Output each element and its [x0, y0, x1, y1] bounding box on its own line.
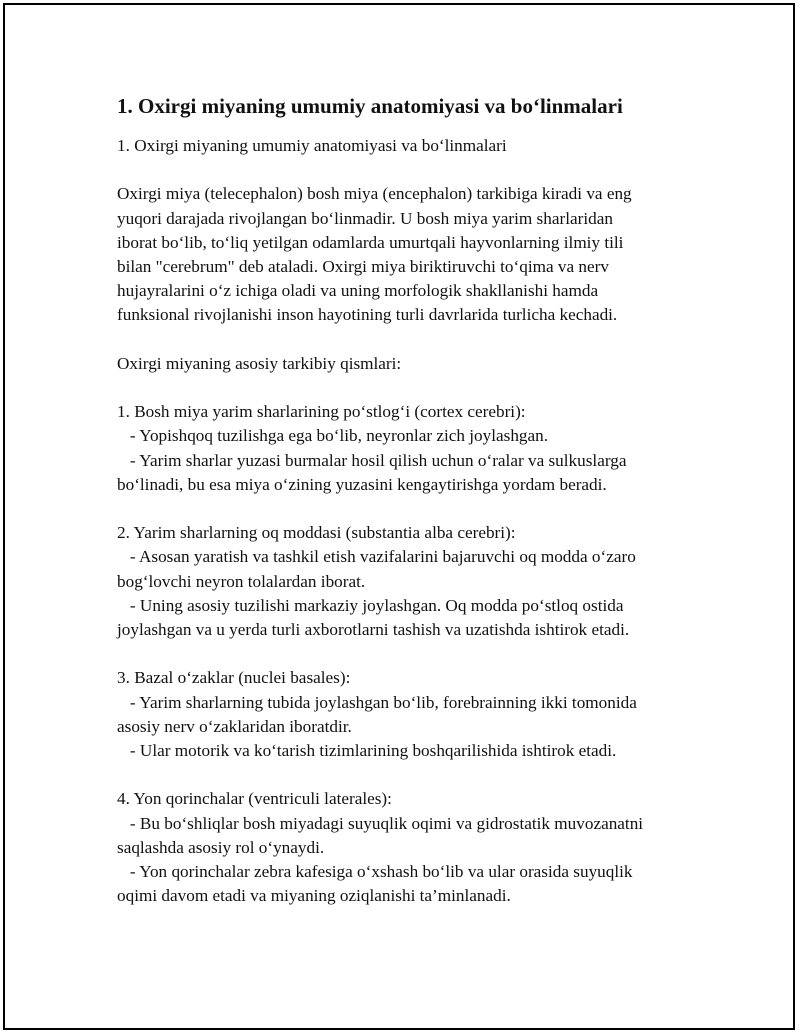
text-line: - Ular motorik va ko‘tarish tizimlarining boshqarilishida ishtirok etadi. [117, 741, 617, 760]
text-line: - Bu bo‘shliqlar bosh miyadagi suyuqlik oqimi va gidrostatik muvozanatni [117, 813, 644, 833]
text-line: bo‘linadi, bu esa miya o‘zining yuzasini kengaytirishga yordam beradi. [117, 474, 607, 494]
text-line: - Asosan yaratish va tashkil etish vazifalarini bajaruvchi oq modda o‘zaro [117, 547, 636, 567]
blank-line [117, 158, 697, 182]
text-line: funksional rivojlanishi inson hayotining turli davrlarida turlicha kechadi. [117, 305, 618, 325]
blank-line [117, 376, 697, 400]
text-line: oqimi davom etadi va miyaning oziqlanishi ta’minlanadi. [117, 886, 511, 906]
document-text [117, 134, 697, 908]
text-line: - Yarim sharlar yuzasi burmalar hosil qilish uchun o‘ralar va sulkuslarga [117, 450, 627, 470]
text-line: joylashgan va u yerda turli axborotlarni tashish va uzatishda ishtirok etadi. [117, 620, 630, 639]
text-line: 4. Yon qorinchalar (ventriculi laterales): [117, 789, 392, 809]
text-line: - Uning asosiy tuzilishi markaziy joylashgan. Oq modda po‘stloq ostida [117, 595, 624, 615]
document-title: 1. Oxirgi miyaning umumiy anatomiyasi va bo‘linmalari [117, 94, 623, 118]
text-line: bilan "cerebrum" deb ataladi. Oxirgi miya biriktiruvchi to‘qima va nerv [117, 257, 609, 276]
text-line: 3. Bazal o‘zaklar (nuclei basales): [117, 668, 351, 688]
text-line: - Yarim sharlarning tubida joylashgan bo‘lib, forebrainning ikki tomonida [117, 692, 637, 712]
document-body [117, 92, 697, 908]
text-line: Oxirgi miyaning asosiy tarkibiy qismlari: [117, 353, 402, 373]
text-line: - Yopishqoq tuzilishga ega bo‘lib, neyronlar zich joylashgan. [117, 426, 549, 446]
text-line: 1. Oxirgi miyaning umumiy anatomiyasi va bo‘linmalari [117, 136, 507, 155]
text-line: asosiy nerv o‘zaklaridan iboratdir. [117, 716, 352, 736]
text-line: hujayralarini o‘z ichiga oladi va uning morfologik shakllanishi hamda [117, 281, 599, 301]
text-line: yuqori darajada rivojlangan bo‘linmadir. U bosh miya yarim sharlaridan [117, 208, 613, 228]
text-line: - Yon qorinchalar zebra kafesiga o‘xshash bo‘lib va ular orasida suyuqlik [117, 862, 633, 881]
text-line: 1. Bosh miya yarim sharlarining po‘stlog‘i (cortex cerebri): [117, 402, 526, 422]
blank-line [117, 497, 697, 521]
text-line: bog‘lovchi neyron tolalardan iborat. [117, 571, 366, 591]
text-line: Oxirgi miya (telecephalon) bosh miya (encephalon) tarkibiga kiradi va eng [117, 184, 632, 204]
blank-line [117, 328, 697, 352]
text-line: iborat bo‘lib, to‘liq yetilgan odamlarda umurtqali hayvonlarning ilmiy tili [117, 232, 624, 252]
blank-line [117, 763, 697, 787]
text-line: 2. Yarim sharlarning oq moddasi (substantia alba cerebri): [117, 523, 516, 543]
text-line: saqlashda asosiy rol o‘ynaydi. [117, 837, 325, 857]
blank-line [117, 642, 697, 666]
